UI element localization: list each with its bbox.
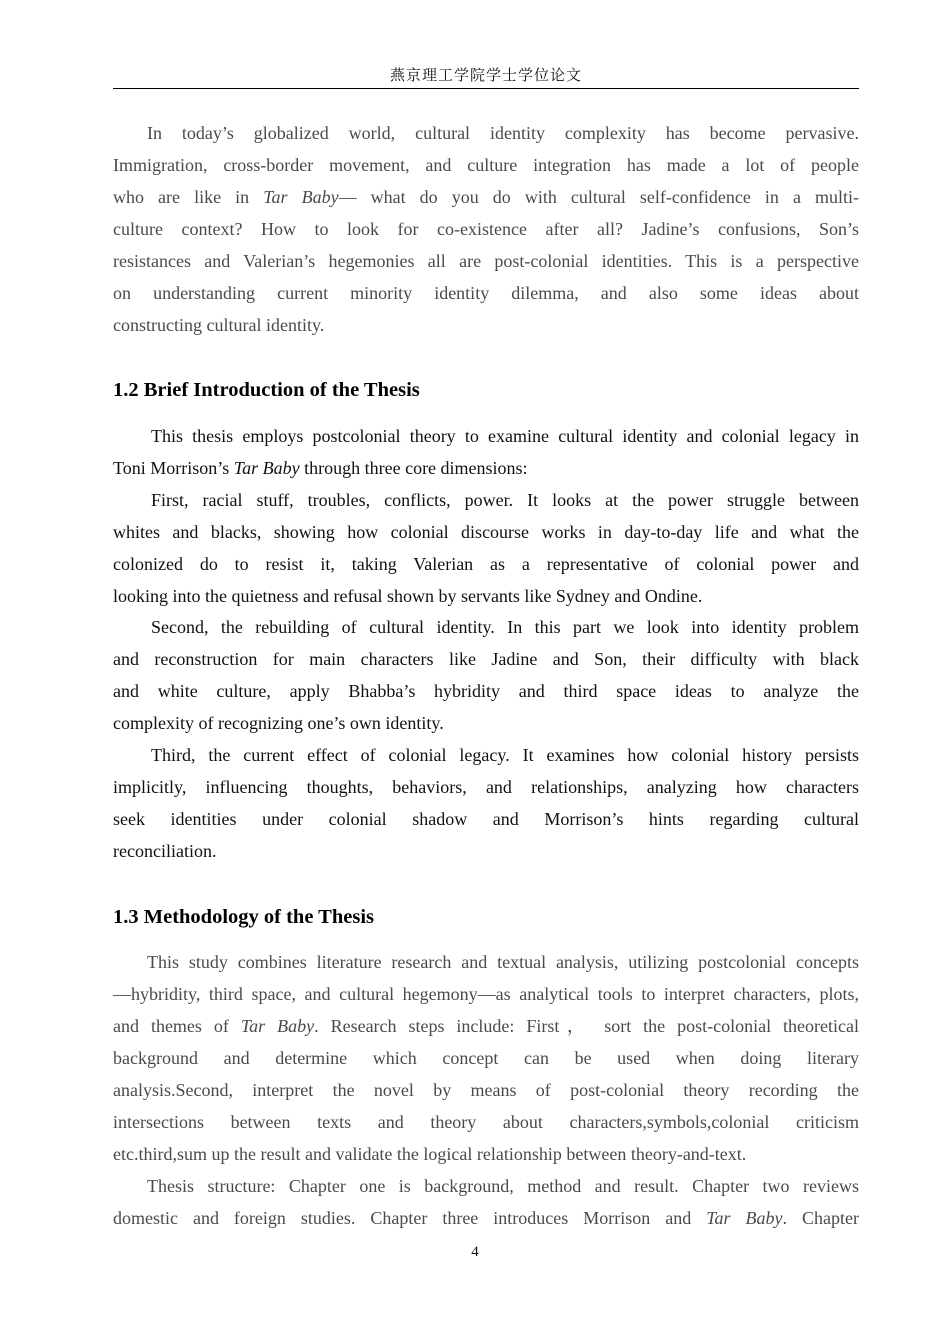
text-run: . Research steps include: First， sort the post-colonial theoretical — [314, 1016, 859, 1036]
book-title: Tar Baby — [233, 458, 300, 478]
text-line — [113, 1202, 859, 1234]
text-line: Second, the rebuilding of cultural identity. In this part we look into identity problem — [151, 617, 859, 637]
text-line: analysis.Second, interpret the novel by means of post-colonial theory recording the — [113, 1080, 859, 1100]
text-run: domestic and foreign studies. Chapter three introduces Morrison and — [113, 1208, 707, 1228]
text-run: who are like in — [113, 187, 264, 207]
text-line: seek identities under colonial shadow and Morrison’s hints regarding cultural — [113, 809, 859, 829]
text-run: Toni Morrison’s — [113, 458, 234, 478]
page-header-title: 燕京理工学院学士学位论文 — [389, 68, 582, 84]
text-line: resistances and Valerian’s hegemonies all are post-colonial identities. This is a perspective — [113, 251, 859, 271]
intro-paragraph — [113, 117, 859, 341]
text-line — [113, 452, 859, 484]
methodology-paragraph-1 — [113, 946, 859, 1170]
brief-intro-paragraph-3 — [113, 611, 859, 739]
section-heading: 1.2 Brief Introduction of the Thesis — [113, 379, 420, 401]
text-line: This study combines literature research and textual analysis, utilizing postcolonial concepts — [147, 952, 859, 972]
text-line: constructing cultural identity. — [113, 315, 325, 335]
text-line: intersections between texts and theory about characters,symbols,colonial criticism — [113, 1112, 859, 1132]
text-line: complexity of recognizing one’s own identity. — [113, 713, 444, 733]
page-number: 4 — [471, 1244, 479, 1260]
methodology-paragraph-2 — [113, 1170, 859, 1234]
text-line: implicitly, influencing thoughts, behaviors, and relationships, analyzing how characters — [113, 777, 859, 797]
text-line: looking into the quietness and refusal shown by servants like Sydney and Ondine. — [113, 586, 703, 606]
text-line: In today’s globalized world, cultural identity complexity has become pervasive. — [147, 123, 859, 143]
text-line: background and determine which concept can be used when doing literary — [113, 1048, 859, 1068]
text-line: This thesis employs postcolonial theory to examine cultural identity and colonial legacy in — [151, 426, 859, 446]
text-run: through three core dimensions: — [299, 458, 528, 478]
book-title: Tar Baby — [263, 187, 339, 207]
text-line: —hybridity, third space, and cultural hegemony—as analytical tools to interpret characters, plots, — [113, 984, 859, 1004]
text-line: colonized do to resist it, taking Valerian as a representative of colonial power and — [113, 554, 859, 574]
text-run: . Chapter — [782, 1208, 859, 1228]
section-heading: 1.3 Methodology of the Thesis — [113, 906, 375, 928]
text-line: whites and blacks, showing how colonial discourse works in day-to-day life and what the — [113, 522, 859, 542]
book-title: Tar Baby — [706, 1208, 783, 1228]
text-line — [113, 1010, 859, 1042]
book-title: Tar Baby — [240, 1016, 315, 1036]
text-line: culture context? How to look for co-existence after all? Jadine’s confusions, Son’s — [113, 219, 859, 239]
brief-intro-paragraph-4 — [113, 739, 859, 867]
header-rule — [113, 88, 859, 89]
text-line: Immigration, cross-border movement, and culture integration has made a lot of people — [113, 155, 859, 175]
text-line: First, racial stuff, troubles, conflicts, power. It looks at the power struggle between — [151, 490, 859, 510]
text-line — [113, 181, 859, 213]
text-line: Thesis structure: Chapter one is background, method and result. Chapter two reviews — [147, 1176, 859, 1196]
text-run: and themes of — [113, 1016, 241, 1036]
text-run: — what do you do with cultural self-confidence in a multi- — [338, 187, 860, 207]
text-line: reconciliation. — [113, 841, 217, 861]
text-line: Third, the current effect of colonial legacy. It examines how colonial history persists — [151, 745, 859, 765]
text-line: etc.third,sum up the result and validate the logical relationship between theory-and-text. — [113, 1144, 747, 1164]
text-line: on understanding current minority identity dilemma, and also some ideas about — [113, 283, 859, 303]
text-line: and reconstruction for main characters like Jadine and Son, their difficulty with black — [113, 649, 859, 669]
brief-intro-paragraph-2 — [113, 484, 859, 612]
brief-intro-paragraph-1 — [113, 420, 859, 484]
text-line: and white culture, apply Bhabba’s hybridity and third space ideas to analyze the — [113, 681, 859, 701]
